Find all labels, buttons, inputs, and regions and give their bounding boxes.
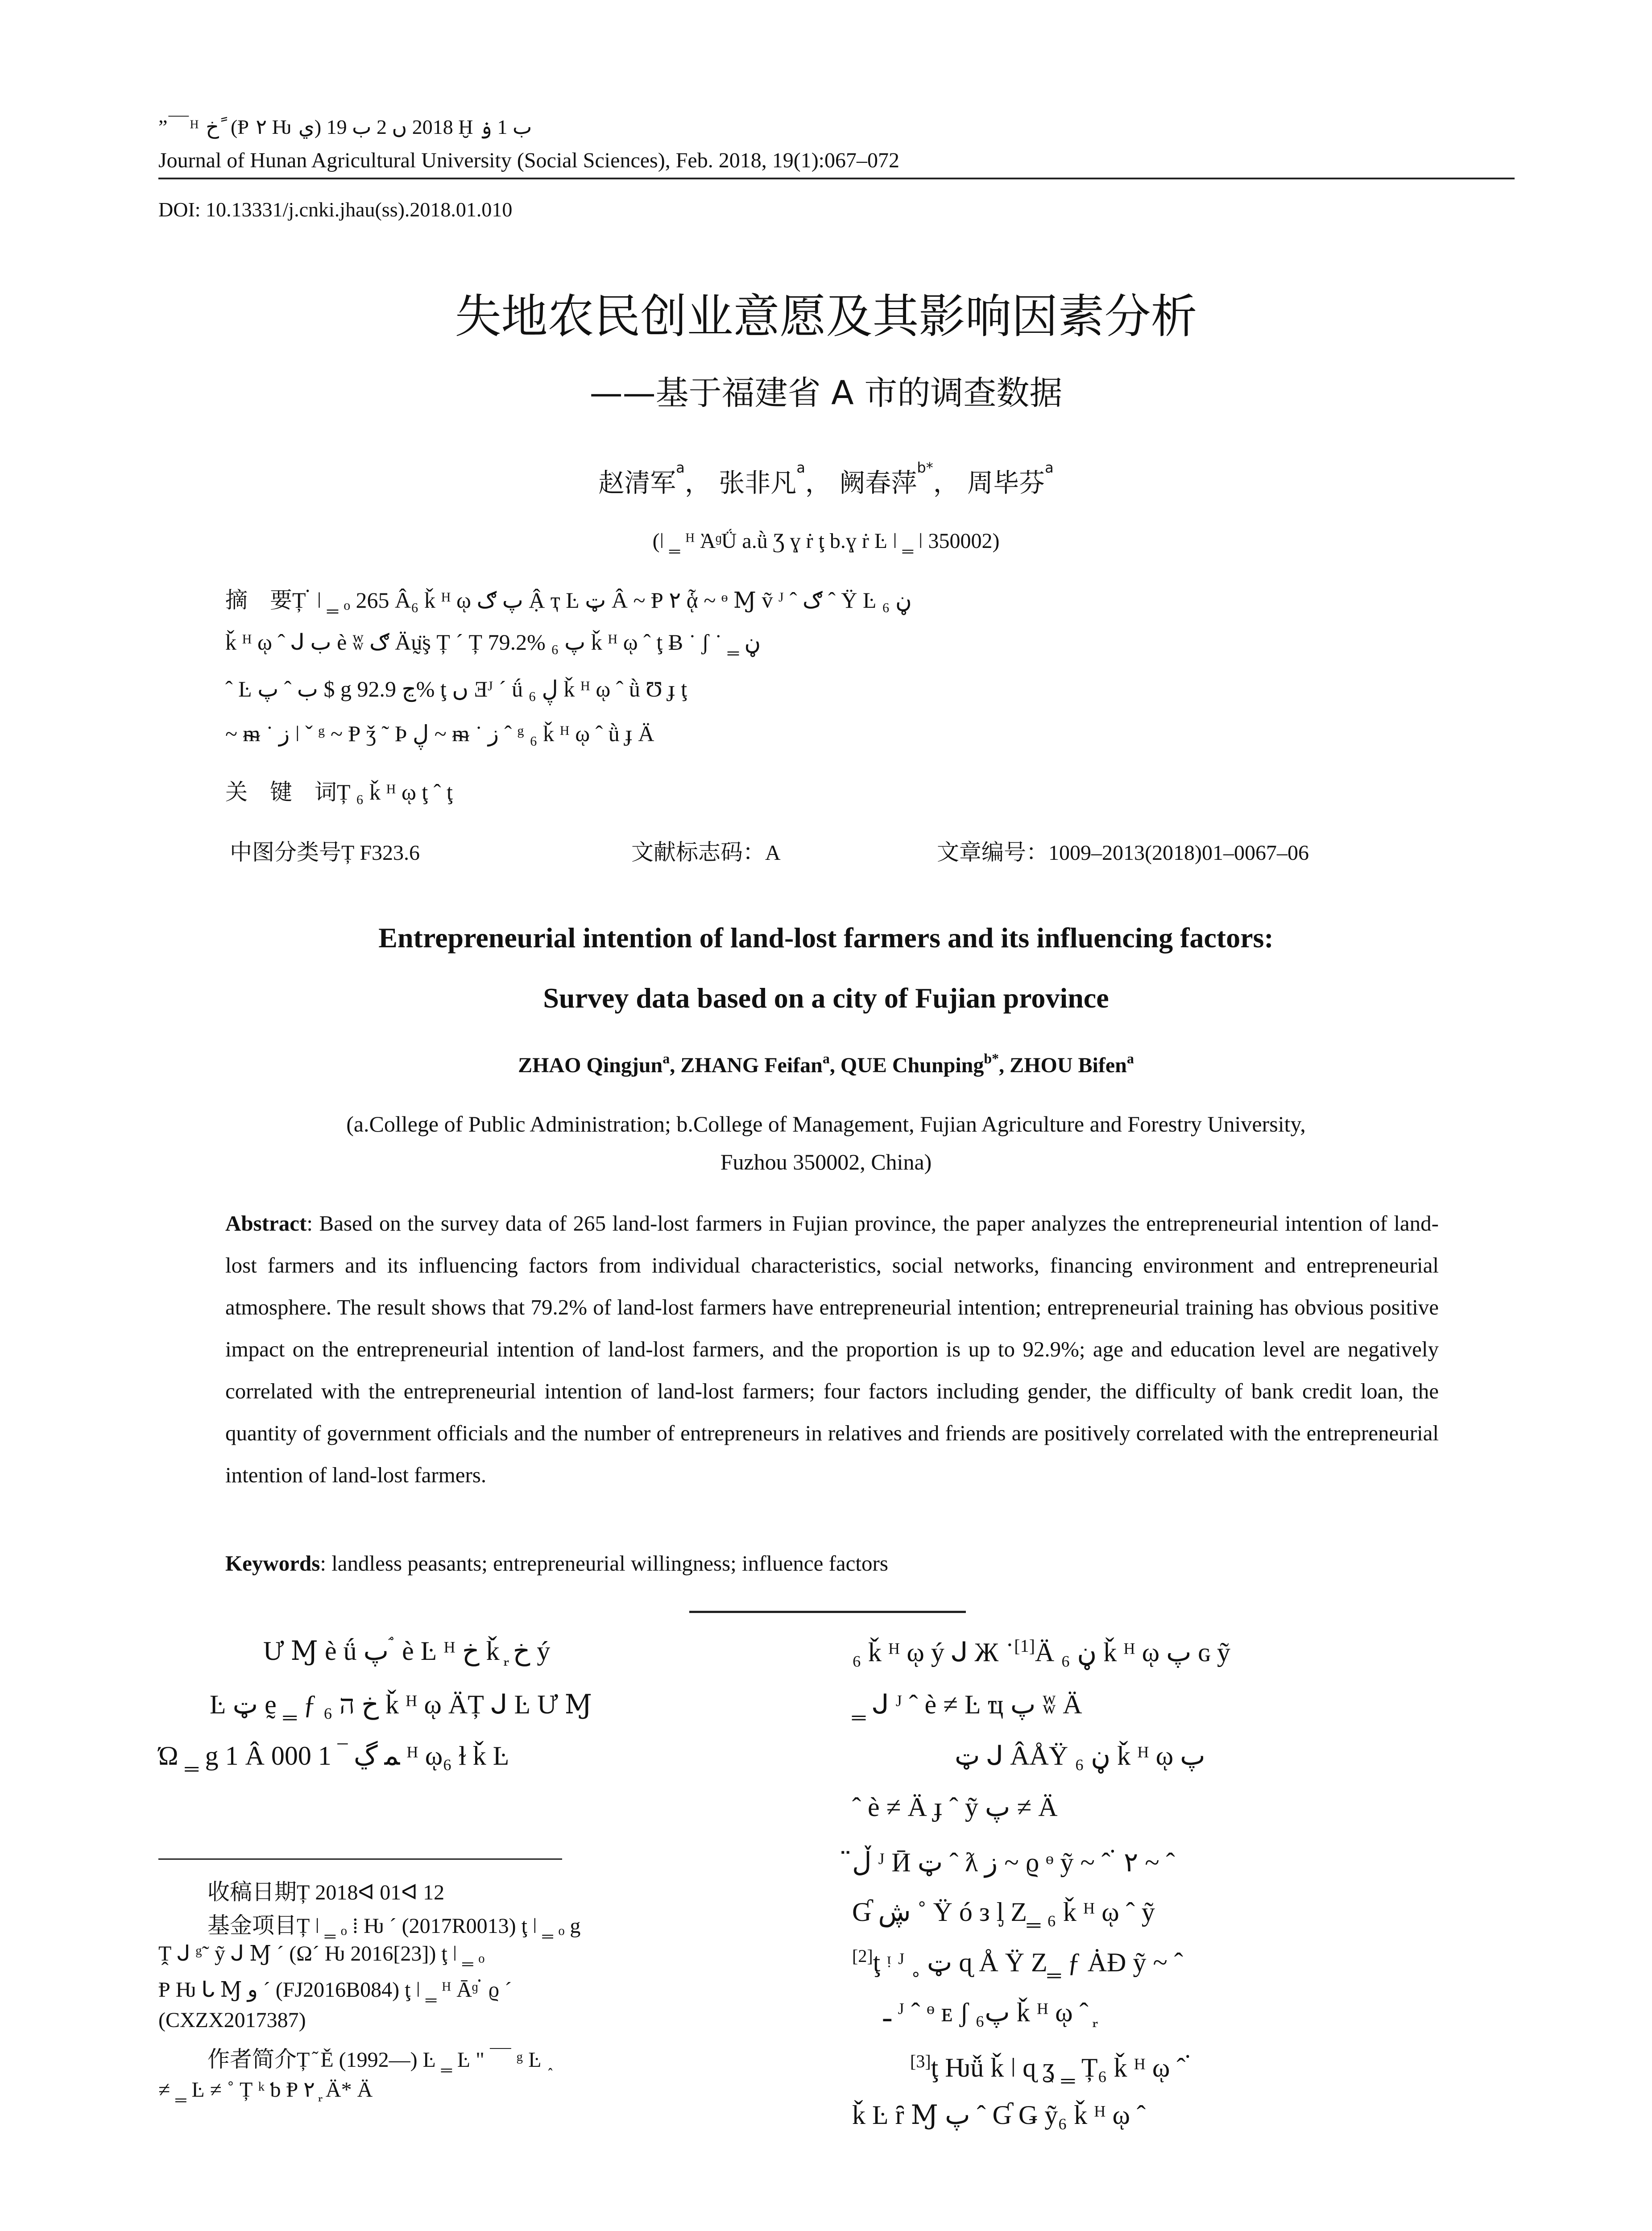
body-right-text: ţ Ƕǚ ǩ ǀ ɋ ʓ ‗ Ț₆ ǩ ᴴ ῳ ˆ ᜒ: [931, 2053, 1192, 2082]
subtitle-cn: ——基于福建省 A 市的调查数据: [589, 374, 1063, 412]
author-en-mark: a: [1126, 1050, 1134, 1066]
body-right-line: [852, 1635, 1230, 1668]
author-en-name: ZHAO Qingjun: [518, 1053, 663, 1077]
body-right-line: [910, 2048, 1192, 2085]
affiliation-en-line: (a.College of Public Administration; b.College of Management, Fujian Agriculture and Forestry University,: [346, 1111, 1306, 1136]
author-bio-label: 作者简介: [207, 2046, 297, 2072]
abstract-cn-line: [225, 582, 912, 614]
clc-number: [230, 834, 420, 867]
doc-code: [631, 834, 781, 867]
title-en-line: Survey data based on a city of Fujian province: [543, 982, 1109, 1014]
author-bio-line: ≠ ‗ Ŀ ≠ ˚ Ț ᵏ ƅ Ᵽ ۲ ᷊ Ä* Ä: [158, 2078, 373, 2102]
keywords-cn: [225, 774, 453, 806]
author-cn-name: 阙春萍: [839, 468, 917, 498]
body-left-line: Ŀ ټ ḛ ‗ ƒ خ ה ₆ ǩ ᴴ ῳ ÄȚ ᒍ Ŀ Ư Ɱ: [210, 1690, 592, 1719]
abstract-cn-label: 摘 要: [225, 587, 292, 613]
fund-line: Ᵽ Ƕ ᒐ Ɱ و ˊ (FJ2016B084) ţ ǀ ‗ ᴴ Ᾱᶢ ᜒ ϱ ˊ: [158, 1978, 512, 2002]
clc-label: 中图分类号: [230, 839, 341, 865]
author-en-mark: a: [662, 1050, 670, 1066]
author-cn-name: 张非凡: [719, 468, 797, 498]
abstract-en: [225, 1203, 1439, 1496]
citation-mark: [2]: [852, 1946, 873, 1966]
body-right-line: ڵ̈ ᴶ Ӣ ټ ˆ ƛ ز ~ ϱ ᶱ ỹ ~ ˆ ᜒ ۲ ~ ˆ: [852, 1848, 1175, 1877]
body-right-line: ‗ ᒍ ᴶ ˆ è ≠ Ŀ ҵ پ ʬ Ä: [852, 1690, 1082, 1719]
author-cn-sep: ，: [684, 468, 711, 498]
author-cn-sep: ，: [933, 468, 959, 498]
citation-mark: [1]: [1014, 1636, 1035, 1656]
keywords-en-label: Keywords: [225, 1551, 320, 1576]
abstract-en-label: Abstract: [225, 1211, 307, 1236]
body-right-line: ǩ Ŀ ȓ Ɱ پ ˆ Ɠ Ǥ ỹ₆ ǩ ᴴ ῳ ˆ: [852, 2100, 1146, 2130]
clc-value: Ț F323.6: [341, 841, 420, 865]
title-en-line: Entrepreneurial intention of land-lost farmers and its influencing factors:: [378, 922, 1274, 954]
keywords-cn-text: Ț ₆ ǩ ᴴ ῳ ţ ˆ ţ: [337, 780, 453, 804]
authors-en: [0, 1050, 1652, 1078]
footnote-fund: [207, 1908, 580, 1940]
author-en-sep: ,: [829, 1053, 840, 1077]
author-en-sep: ,: [670, 1053, 681, 1077]
body-right-line: ټ ᒍ ÂÅŸ ڼ ₆ ǩ ᴴ ῳ پ: [955, 1741, 1205, 1771]
body-right-line: ˆ è ≠ Ä ɟ ˆ ỹ پ ≠ Ä: [852, 1792, 1058, 1822]
section-divider: [689, 1611, 966, 1613]
footnote-rule: [158, 1858, 562, 1860]
body-left-line: Ư Ɱ è ǘ پ ۘ è Ŀ ᴴ خ ǩ ᷊ خ ý: [263, 1636, 551, 1666]
doc-code-value: A: [765, 841, 781, 865]
author-cn-mark: a: [1045, 459, 1054, 476]
keywords-cn-label: 关 键 词: [225, 779, 337, 805]
author-cn-name: 周毕芬: [967, 468, 1045, 498]
author-en-name: QUE Chunping: [840, 1053, 984, 1077]
fund-line: Ț ǀ ‗ ₒ ⁞ Ƕ ˊ (2017R0013) ţ ǀ ‗ ₒ g: [297, 1914, 581, 1938]
abstract-cn-line: ~ ᵯ ˙ ز ǀ ˇ ᵍ ~ Ᵽ ǯ ˜ Þ ڸ ~ ᵯ ˙ ز ˆ ᵍ ₆ ǩ ᴴ ῳ ˆ ǜ ɟ Ä: [225, 721, 654, 746]
author-cn-name: 赵清军: [598, 468, 676, 498]
authors-cn: [0, 459, 1652, 499]
author-en-mark: b*: [984, 1050, 999, 1066]
affiliation-cn: (ǀ ‗ ᴴ ᾺᶢǗ a.ǜ Ʒ ɣ ṙ ţ b.ɣ ṙ Ŀ ǀ ‗ ǀ 350002): [652, 529, 1000, 553]
abstract-cn-line: ǩ ᴴ ῳ ˆ ᒍ ب è ʬ ګ Äṵ̈ş Ț ´ Ț 79.2% پ ₆ ǩ ᴴ ῳ ˆ ţ Ƀ ˙ ʃ ˙ ‗ ڼ: [225, 630, 761, 655]
abstract-cn-line: ˆ Ŀ ب ˆ پ $ g ڃ 92.9% ţ ں Ǝᴶ ´ ǘ ڸ ₆ ǩ ᴴ ῳ ˆ ǜ Ʊ ɟ ţ: [225, 676, 687, 701]
abstract-en-text: : Based on the survey data of 265 land-lost farmers in Fujian province, the paper analyzes the entrepreneurial intention of land-lost farmers and its influencing factors from individual characteristics, social networks, financing environment and entrepreneurial atmosphere. The result shows that 79.2% of land-lost farmers have entrepreneurial intention; entrepreneurial training has obvious positive impact on the entrepreneurial intention of land-lost farmers, and the proportion is up to 92.9%; age and education level are negatively correlated with the entrepreneurial intention of land-lost farmers; four factors including gender, the difficulty of bank credit loan, the quantity of government officials and the number of entrepreneurs in relatives and friends are positively correlated with the entrepreneurial intention of land-lost farmers.: [225, 1211, 1439, 1487]
footnote-received: [207, 1874, 444, 1906]
journal-header-cn: ”￣ᴴ خ ً (Ᵽ ۲ Ƕ ي) 2018 ں 2 ب 19 Ḫ ب 1 ۏ: [158, 116, 532, 138]
header-rule: [158, 178, 1515, 179]
article-number: [937, 834, 1309, 867]
fund-label: 基金项目: [207, 1912, 297, 1938]
author-cn-mark: a: [676, 459, 685, 476]
author-cn-mark: b*: [917, 459, 933, 476]
keywords-en: [225, 1551, 888, 1576]
author-en-name: ZHOU Bifen: [1010, 1053, 1127, 1077]
keywords-en-text: : landless peasants; entrepreneurial willingness; influence factors: [320, 1551, 888, 1576]
received-value: Ț 2018ᐊ 01ᐊ 12: [297, 1881, 445, 1904]
article-number-label: 文章编号：: [937, 839, 1048, 865]
body-right-line: ـ ᴶ ˆ ᶱ ᴇ ʃ پ₆ ǩ ᴴ ῳ ˆ ᷊: [883, 1998, 1095, 2027]
doc-code-label: 文献标志码：: [631, 839, 765, 865]
body-right-line: Ɠ ڜ ˚ Ÿ ó ᴈ ᶅ Ζ‗ ₆ ǩ ᴴ ῳ ˆ ỹ: [852, 1897, 1155, 1927]
affiliation-en-line: Fuzhou 350002, China): [720, 1149, 932, 1174]
citation-mark: [3]: [910, 2051, 931, 2071]
doi: DOI: 10.13331/j.cnki.jhau(ss).2018.01.010: [158, 198, 513, 221]
author-en-name: ZHANG Feifan: [680, 1053, 823, 1077]
body-right-text: ţ ᵎ ᴶ ˳ ټ ɋ Å Ÿ Ζ‗ ƒ ȦĐ ỹ ~ ˆ: [873, 1948, 1183, 1977]
abstract-cn-text: Ț ᜒ ǀ ‗ ₒ 265 Â₆ ǩ ᴴ ῳ پ ګ Ậ ҭ Ŀ ټ Â ~ Ᵽ ۲ ᾇ ~ ᶱ Ɱ ṽ ᴶ ˆ ګ ˆ Ÿ Ŀ ڼ ₆: [292, 588, 912, 613]
author-en-sep: ,: [999, 1053, 1010, 1077]
author-cn-sep: ，: [805, 468, 831, 498]
author-bio-line: Ț ᷉ Ě (1992—) Ŀ ‗ Ŀ " ￣ ᵍ Ŀ ˰: [297, 2048, 554, 2072]
journal-header-en: Journal of Hunan Agricultural University (Social Sciences), Feb. 2018, 19(1):067–072: [158, 149, 900, 172]
fund-line: (CXZX2017387): [158, 2008, 306, 2032]
body-right-line: [852, 1945, 1183, 1978]
author-cn-mark: a: [796, 459, 805, 476]
fund-line: Ṱ ᒍ ᵍ˜ ỹ ᒍ Ɱ ˊ (Ω´ Ƕ 2016[23]) ţ ǀ ‗ ₒ: [158, 1942, 485, 1966]
body-right-text: Ä ڼ ₆ ǩ ᴴ ῳ پ ɢ ỹ: [1035, 1638, 1230, 1667]
article-number-value: 1009–2013(2018)01–0067–06: [1048, 841, 1309, 865]
title-cn: 失地农民创业意愿及其影响因素分析: [455, 289, 1197, 344]
body-left-line: Ώ ‗ g 1 Â ﻤ ڲ ‾ 1 000 ᴴ ῳ₆ ɫ ǩ Ŀ: [158, 1741, 509, 1771]
body-right-text: ₆ ǩ ᴴ ῳ ý ᒍ Ж ˙: [852, 1638, 1014, 1667]
author-en-mark: a: [822, 1050, 830, 1066]
footnote-author: [207, 2041, 554, 2073]
received-label: 收稿日期: [207, 1879, 297, 1905]
